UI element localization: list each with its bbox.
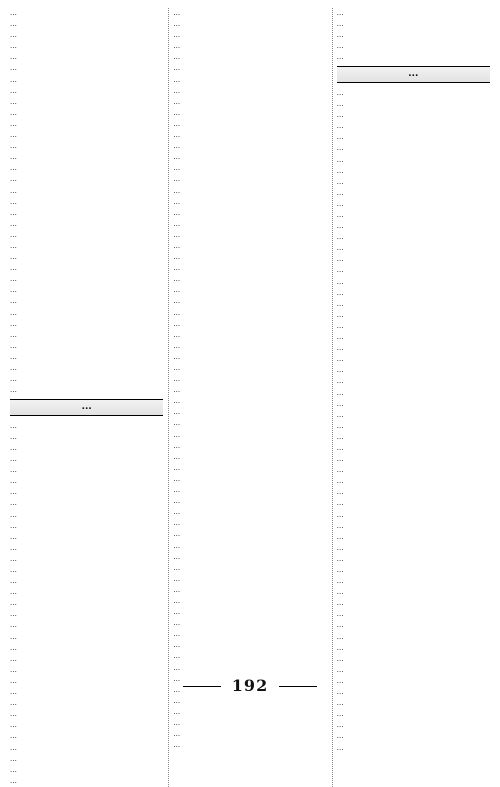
text-line: ... [336, 398, 344, 408]
text-line: ... [173, 640, 181, 650]
text-line: ... [10, 274, 17, 284]
text-line: ... [336, 409, 344, 419]
text-line: ... [10, 385, 17, 395]
text-line: ... [10, 653, 17, 663]
text-line: ... [173, 618, 181, 628]
text-line: ... [173, 130, 181, 140]
text-line: ... [10, 152, 17, 162]
text-line: ... [10, 709, 17, 719]
text-line: ... [336, 631, 344, 641]
column-right-top-text [337, 8, 490, 62]
text-line: ... [173, 85, 181, 95]
text-line: ... [10, 263, 17, 273]
footer-right-rule [279, 686, 317, 687]
text-line: ... [10, 307, 17, 317]
column-right-bottom-text [337, 88, 490, 752]
text-line: ... [173, 551, 181, 561]
text-line: ... [173, 96, 181, 106]
text-line: ... [336, 221, 344, 231]
text-line: ... [173, 496, 181, 506]
text-line: ... [10, 720, 17, 730]
text-line: ... [173, 407, 181, 417]
text-line: ... [336, 664, 344, 674]
text-line: ... [336, 520, 344, 530]
text-line: ... [10, 565, 17, 574]
text-line: ... [336, 598, 344, 608]
text-line: ... [336, 431, 344, 441]
text-line: ... [10, 252, 17, 262]
text-line: ... [336, 198, 344, 208]
text-line: ... [173, 374, 181, 384]
text-line: ... [173, 706, 181, 716]
text-line: ... [173, 529, 181, 539]
text-line: ... [10, 731, 17, 741]
text-line: ... [336, 742, 344, 752]
column-left [10, 8, 163, 787]
text-line: ... [336, 442, 344, 452]
text-line: ... [336, 642, 344, 652]
text-line: ... [336, 476, 344, 486]
column-middle-text [173, 8, 326, 750]
section-banner-15: ... [10, 399, 163, 416]
text-line: ... [10, 351, 17, 361]
text-line: ... [173, 662, 181, 672]
text-line: ... [173, 418, 181, 428]
text-line: ... [10, 553, 17, 563]
text-line: ... [10, 753, 17, 763]
text-line: ... [10, 240, 17, 250]
text-line: ... [10, 442, 17, 452]
text-line: ... [336, 509, 344, 519]
text-line: ... [336, 498, 344, 508]
text-line: ... [173, 52, 181, 62]
text-line: ... [173, 440, 181, 450]
text-line: ... [173, 462, 181, 472]
text-line: ... [10, 340, 17, 350]
text-line: ... [173, 429, 181, 439]
text-line: ... [336, 154, 344, 164]
text-line: ... [173, 473, 181, 483]
text-line: ... [336, 620, 344, 630]
text-line: ... [336, 30, 344, 40]
text-line: ... [336, 320, 344, 330]
text-line: ... [10, 642, 17, 652]
column-middle [173, 8, 326, 787]
text-line: ... [336, 132, 344, 142]
text-line: ... [336, 354, 344, 364]
text-line: ... [336, 687, 344, 697]
text-line: ... [173, 185, 181, 195]
text-line: ... [10, 454, 17, 464]
text-line: ... [336, 465, 344, 475]
text-line: ... [336, 698, 344, 708]
text-line: ... [336, 143, 344, 153]
text-line: ... [173, 174, 181, 184]
text-line: ... [10, 185, 17, 195]
text-line: ... [173, 718, 181, 727]
text-line: ... [10, 631, 17, 641]
text-line: ... [173, 8, 181, 17]
section-banner-16: ... [337, 66, 490, 83]
text-line: ... [10, 118, 17, 128]
text-line: ... [173, 152, 181, 162]
text-line: ... [336, 576, 344, 586]
text-line: ... [10, 520, 17, 530]
text-line: ... [336, 8, 344, 17]
text-line: ... [336, 565, 344, 574]
text-line: ... [173, 573, 181, 583]
text-line: ... [10, 19, 17, 29]
text-line: ... [336, 99, 344, 109]
text-line: ... [10, 285, 17, 295]
text-line: ... [173, 318, 181, 328]
text-line: ... [173, 695, 181, 705]
text-line: ... [10, 196, 17, 206]
text-line: ... [336, 309, 344, 319]
text-line: ... [336, 187, 344, 197]
text-line: ... [173, 240, 181, 250]
text-line: ... [173, 684, 181, 694]
text-line: ... [10, 420, 17, 430]
text-line: ... [173, 263, 181, 273]
text-line: ... [173, 729, 181, 739]
text-line: ... [173, 385, 181, 395]
text-line: ... [10, 74, 17, 84]
text-line: ... [10, 687, 17, 697]
text-line: ... [336, 531, 344, 541]
text-line: ... [10, 174, 17, 184]
text-line: ... [336, 254, 344, 264]
text-line: ... [336, 587, 344, 597]
column-left-top-text [10, 8, 163, 395]
text-line: ... [10, 329, 17, 339]
text-line: ... [10, 598, 17, 608]
text-line: ... [173, 518, 181, 528]
text-line: ... [10, 363, 17, 372]
text-line: ... [10, 296, 17, 306]
text-line: ... [336, 343, 344, 353]
text-line: ... [173, 307, 181, 317]
text-line: ... [10, 775, 17, 785]
text-line: ... [173, 63, 181, 73]
text-line: ... [10, 609, 17, 619]
text-line: ... [173, 584, 181, 594]
text-line: ... [336, 165, 344, 175]
text-line: ... [173, 507, 181, 517]
text-line: ... [336, 420, 344, 430]
text-line: ... [336, 332, 344, 342]
text-line: ... [336, 454, 344, 464]
text-line: ... [173, 107, 181, 117]
text-line: ... [173, 229, 181, 239]
text-line: ... [336, 121, 344, 131]
text-line: ... [173, 673, 181, 683]
text-line: ... [336, 709, 344, 719]
column-right [337, 8, 490, 787]
text-line: ... [10, 8, 17, 17]
text-line: ... [336, 232, 344, 242]
text-line: ... [10, 218, 17, 228]
text-line: ... [173, 485, 181, 495]
text-line: ... [10, 229, 17, 239]
text-line: ... [173, 118, 181, 128]
text-line: ... [10, 107, 17, 117]
text-line: ... [173, 396, 181, 406]
text-line: ... [336, 41, 344, 51]
text-line: ... [10, 431, 17, 441]
text-line: ... [336, 176, 344, 186]
text-line: ... [336, 287, 344, 297]
page-footer [0, 673, 500, 695]
text-line: ... [336, 298, 344, 308]
text-line: ... [336, 553, 344, 563]
text-line: ... [10, 587, 17, 597]
text-line: ... [173, 207, 181, 217]
text-line: ... [173, 562, 181, 572]
text-line: ... [10, 85, 17, 95]
text-line: ... [336, 243, 344, 253]
text-line: ... [173, 41, 181, 51]
text-line: ... [173, 363, 181, 372]
text-line: ... [10, 498, 17, 508]
text-line: ... [10, 742, 17, 752]
text-line: ... [10, 318, 17, 328]
text-line: ... [336, 110, 344, 120]
text-line: ... [10, 465, 17, 475]
text-line: ... [10, 509, 17, 519]
text-line: ... [10, 576, 17, 586]
text-line: ... [173, 540, 181, 550]
text-line: ... [173, 740, 181, 750]
text-line: ... [173, 74, 181, 84]
text-line: ... [10, 41, 17, 51]
text-line: ... [173, 595, 181, 605]
text-line: ... [336, 675, 344, 685]
text-line: ... [173, 196, 181, 206]
text-line: ... [336, 52, 344, 62]
text-line: ... [336, 376, 344, 386]
text-line: ... [10, 476, 17, 486]
text-line: ... [173, 329, 181, 339]
text-line: ... [173, 351, 181, 361]
text-line: ... [173, 163, 181, 173]
text-line: ... [10, 542, 17, 552]
text-line: ... [10, 207, 17, 217]
text-line: ... [336, 487, 344, 497]
text-line: ... [173, 629, 181, 639]
text-line: ... [10, 664, 17, 674]
text-line: ... [173, 296, 181, 306]
text-line: ... [10, 163, 17, 173]
text-line: ... [336, 653, 344, 663]
page-number: 192 [231, 676, 269, 695]
text-line: ... [336, 542, 344, 552]
text-line: ... [336, 19, 344, 29]
text-line: ... [336, 87, 344, 97]
text-line: ... [10, 63, 17, 73]
text-line: ... [10, 764, 17, 774]
text-line: ... [173, 274, 181, 284]
text-line: ... [173, 252, 181, 262]
text-line: ... [336, 265, 344, 275]
text-line: ... [173, 19, 181, 29]
text-line: ... [10, 620, 17, 630]
text-line: ... [336, 276, 344, 286]
text-line: ... [173, 651, 181, 661]
text-line: ... [336, 731, 344, 741]
text-line: ... [173, 285, 181, 295]
text-line: ... [173, 141, 181, 151]
text-line: ... [10, 141, 17, 151]
text-line: ... [173, 218, 181, 228]
footer-left-rule [183, 686, 221, 687]
text-line: ... [173, 607, 181, 617]
column-left-bottom-text [10, 421, 163, 786]
text-line: ... [10, 96, 17, 106]
text-line: ... [336, 210, 344, 219]
text-line: ... [336, 609, 344, 619]
text-line: ... [10, 52, 17, 62]
text-line: ... [10, 698, 17, 708]
text-line: ... [336, 720, 344, 730]
text-line: ... [10, 130, 17, 140]
text-line: ... [336, 365, 344, 375]
text-line: ... [336, 387, 344, 397]
text-line: ... [173, 451, 181, 461]
text-line: ... [10, 487, 17, 497]
text-line: ... [173, 340, 181, 350]
text-line: ... [10, 374, 17, 384]
text-line: ... [10, 30, 17, 40]
text-line: ... [10, 675, 17, 685]
text-line: ... [10, 531, 17, 541]
text-line: ... [173, 30, 181, 40]
